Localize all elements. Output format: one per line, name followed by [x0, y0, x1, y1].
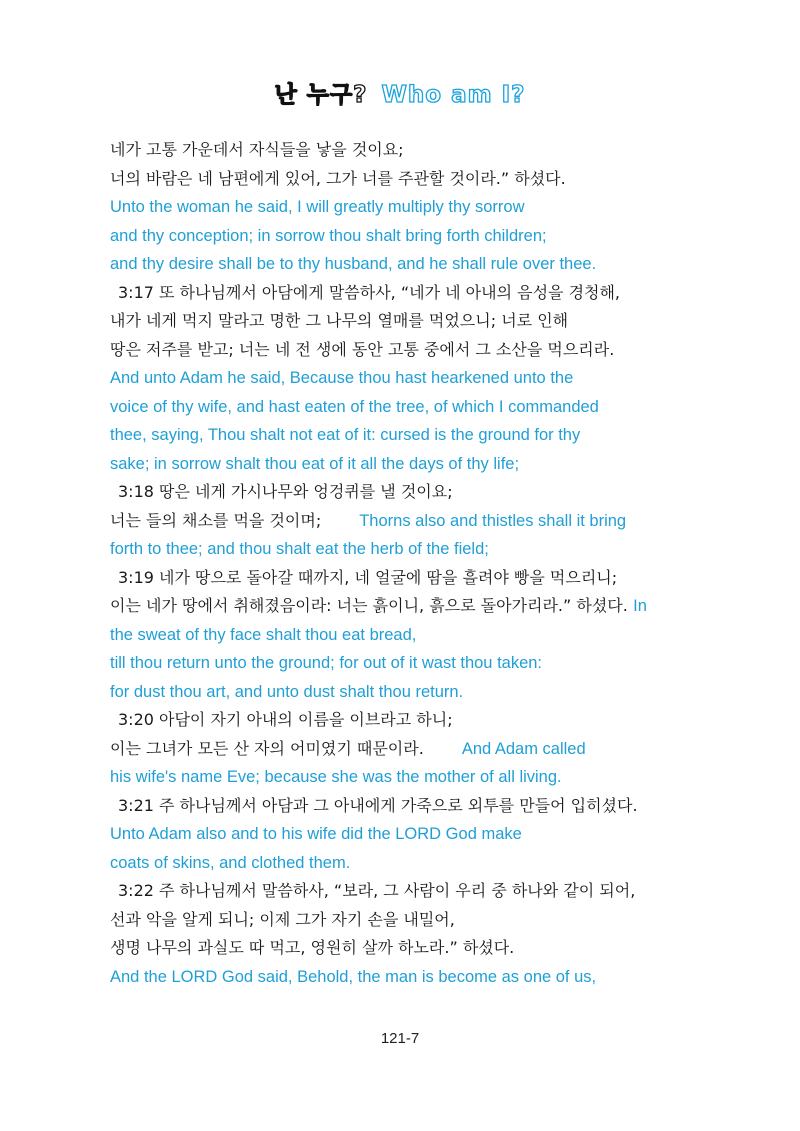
- text-line: [110, 849, 710, 878]
- text-line: [110, 792, 710, 821]
- korean-text: 3:21 주 하나님께서 아담과 그 아내에게 가죽으로 외투를 만들어 입히셨다.: [118, 795, 638, 815]
- english-text: In: [633, 597, 647, 615]
- english-text: sake; in sorrow shalt thou eat of it all the days of thy life;: [110, 454, 520, 473]
- text-line: [110, 906, 710, 935]
- korean-text: 이는 그녀가 모든 산 자의 어미였기 때문이라.: [110, 738, 424, 758]
- page-title: [0, 80, 800, 110]
- text-line: [110, 934, 710, 963]
- english-text: thee, saying, Thou shalt not eat of it: cursed is the ground for thy: [110, 426, 581, 444]
- english-text: and thy conception; in sorrow thou shalt bring forth children;: [110, 226, 547, 245]
- english-text: till thou return unto the ground; for out of it wast thou taken:: [110, 654, 543, 672]
- korean-text: 너의 바람은 네 남편에게 있어, 그가 너를 주관할 것이라.” 하셨다.: [110, 168, 566, 188]
- text-line: [110, 820, 710, 849]
- text-line: [110, 165, 710, 194]
- text-line: [110, 535, 710, 564]
- text-line: [110, 279, 710, 308]
- text-line: [110, 307, 710, 336]
- text-line: [110, 136, 710, 165]
- text-line: [110, 564, 710, 593]
- text-line: [110, 222, 710, 251]
- korean-text: 3:17 또 하나님께서 아담에게 말씀하사, “네가 네 아내의 음성을 경청해,: [118, 282, 621, 302]
- korean-text: 땅은 저주를 받고; 너는 네 전 생에 동안 고통 중에서 그 소산을 먹으리라.: [110, 339, 615, 359]
- text-line: [110, 393, 710, 422]
- korean-text: 너는 들의 채소를 먹을 것이며;: [110, 510, 322, 530]
- title-korean: 난 누구?: [274, 82, 368, 108]
- korean-text: 생명 나무의 과실도 따 먹고, 영원히 살까 하노라.” 하셨다.: [110, 938, 515, 957]
- page-number: 121-7: [380, 1030, 420, 1047]
- english-text: the sweat of thy face shalt thou eat bread,: [110, 625, 417, 644]
- english-text: coats of skins, and clothed them.: [110, 853, 351, 872]
- english-text: for dust thou art, and unto dust shalt thou return.: [110, 682, 464, 701]
- english-text: Thorns also and thistles shall it bring: [359, 511, 627, 530]
- text-line: [110, 507, 710, 536]
- korean-text: 3:18 땅은 네게 가시나무와 엉겅퀴를 낼 것이요;: [118, 482, 453, 501]
- korean-text: 3:20 아담이 자기 아내의 이름을 이브라고 하니;: [118, 710, 453, 729]
- text-line: [110, 621, 710, 650]
- title-english: Who am I?: [381, 82, 526, 108]
- verse-text-body: [110, 136, 710, 991]
- text-line: [110, 763, 710, 792]
- korean-text: 내가 네게 먹지 말라고 명한 그 나무의 열매를 먹었으니; 너로 인해: [110, 311, 569, 330]
- english-text: Unto Adam also and to his wife did the LORD God make: [110, 825, 522, 843]
- text-line: [110, 193, 710, 222]
- text-line: [110, 678, 710, 707]
- text-line: [110, 421, 710, 450]
- text-line: [110, 706, 710, 735]
- text-line: [110, 649, 710, 678]
- english-text: his wife's name Eve; because she was the mother of all living.: [110, 768, 562, 786]
- korean-text: 이는 네가 땅에서 취해졌음이라: 너는 흙이니, 흙으로 돌아가리라.” 하셨다.: [110, 596, 628, 615]
- text-line: [110, 250, 710, 279]
- text-line: [110, 592, 710, 621]
- english-text: Unto the woman he said, I will greatly multiply thy sorrow: [110, 198, 525, 216]
- text-line: [110, 877, 710, 906]
- english-text: And Adam called: [461, 739, 586, 758]
- english-text: and thy desire shall be to thy husband, and he shall rule over thee.: [110, 255, 597, 273]
- english-text: voice of thy wife, and hast eaten of the tree, of which I commanded: [110, 397, 599, 416]
- english-text: And unto Adam he said, Because thou hast hearkened unto the: [110, 369, 574, 387]
- text-line: [110, 336, 710, 365]
- text-line: [110, 364, 710, 393]
- text-line: [110, 478, 710, 507]
- korean-text: 선과 악을 알게 되니; 이제 그가 자기 손을 내밀어,: [110, 909, 455, 929]
- korean-text: 3:22 주 하나님께서 말씀하사, “보라, 그 사람이 우리 중 하나와 같이 되어,: [118, 881, 636, 900]
- text-line: [110, 735, 710, 764]
- korean-text: 3:19 네가 땅으로 돌아갈 때까지, 네 얼굴에 땀을 흘려야 빵을 먹으리니;: [118, 567, 618, 587]
- korean-text: 네가 고통 가운데서 자식들을 낳을 것이요;: [110, 140, 404, 159]
- text-line: [110, 450, 710, 479]
- text-line: [110, 963, 710, 992]
- english-text: And the LORD God said, Behold, the man is become as one of us,: [110, 967, 597, 986]
- english-text: forth to thee; and thou shalt eat the herb of the field;: [110, 540, 489, 558]
